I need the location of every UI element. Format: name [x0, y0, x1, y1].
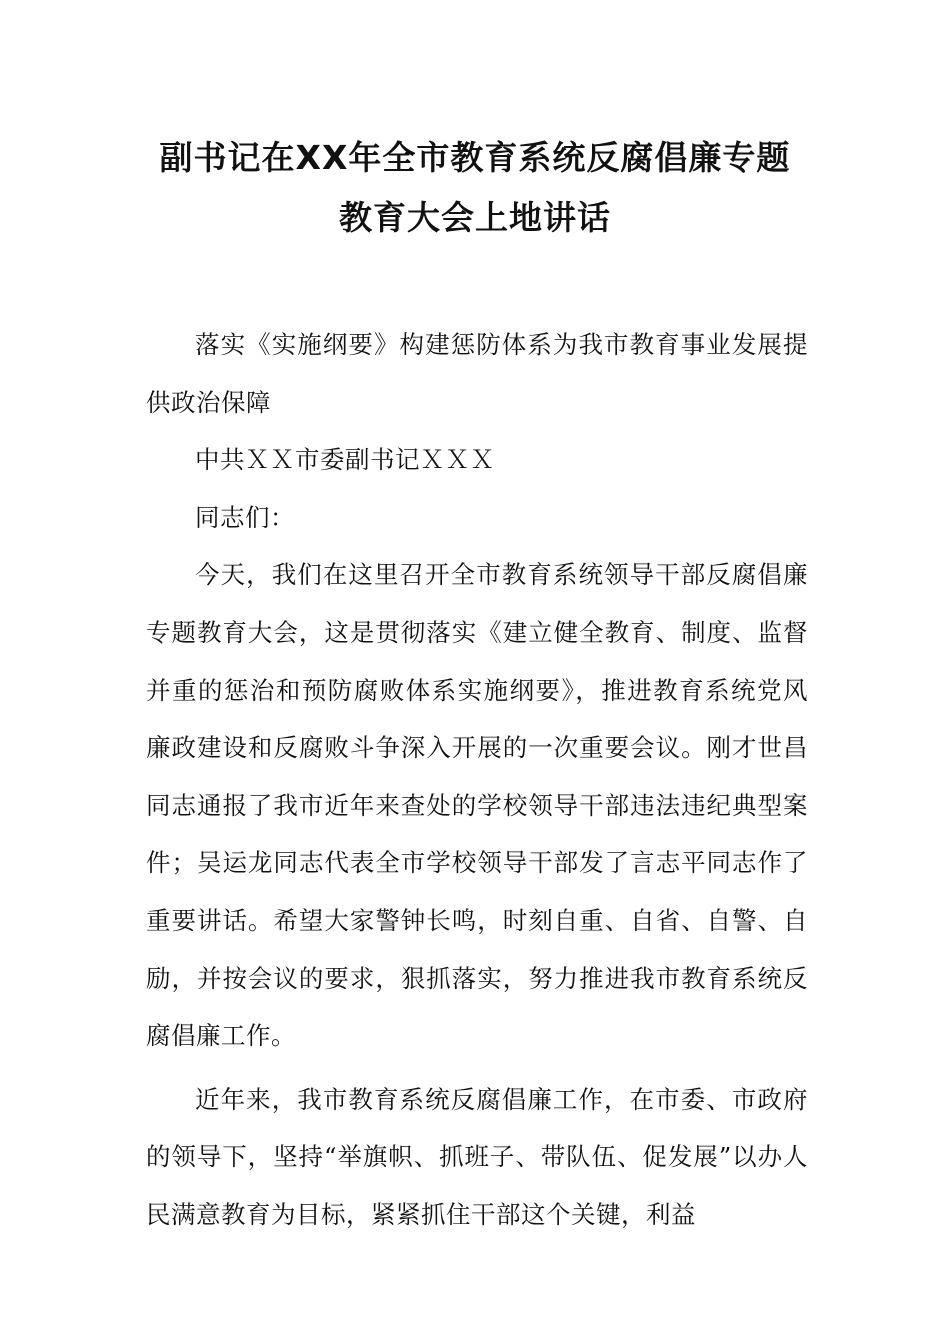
body-paragraph: 近年来，我市教育系统反腐倡廉工作，在市委、市政府的领导下，坚持“举旗帜、抓班子、带队伍、促发展”以办人民满意教育为目标，紧紧抓住干部这个关键，利益	[146, 1084, 808, 1229]
body-paragraph: 今天，我们在这里召开全市教育系统领导干部反腐倡廉专题教育大会，这是贯彻落实《建立健全教育、制度、监督并重的惩治和预防腐败体系实施纲要》，推进教育系统党风廉政建设和反腐败斗争深入开展的一次重要会议。刚才世昌同志通报了我市近年来查处的学校领导干部违法违纪典型案件；吴运龙同志代表全市学校领导干部发了言志平同志作了重要讲话。希望大家警钟长鸣，时刻自重、自省、自警、自励，并按会议的要求，狠抓落实，努力推进我市教育系统反腐倡廉工作。	[146, 560, 808, 1051]
salutation: 同志们：	[195, 502, 295, 532]
document-title-line-1: 副书记在XX年全市教育系统反腐倡廉专题	[159, 138, 791, 177]
speech-subtitle-paragraph: 落实《实施纲要》构建惩防体系为我市教育事业发展提供政治保障	[146, 330, 808, 417]
speaker-line: 中共ＸＸ市委副书记ＸＸＸ	[195, 445, 495, 475]
document-title-line-2: 教育大会上地讲话	[339, 198, 611, 237]
document-body	[146, 316, 808, 1244]
